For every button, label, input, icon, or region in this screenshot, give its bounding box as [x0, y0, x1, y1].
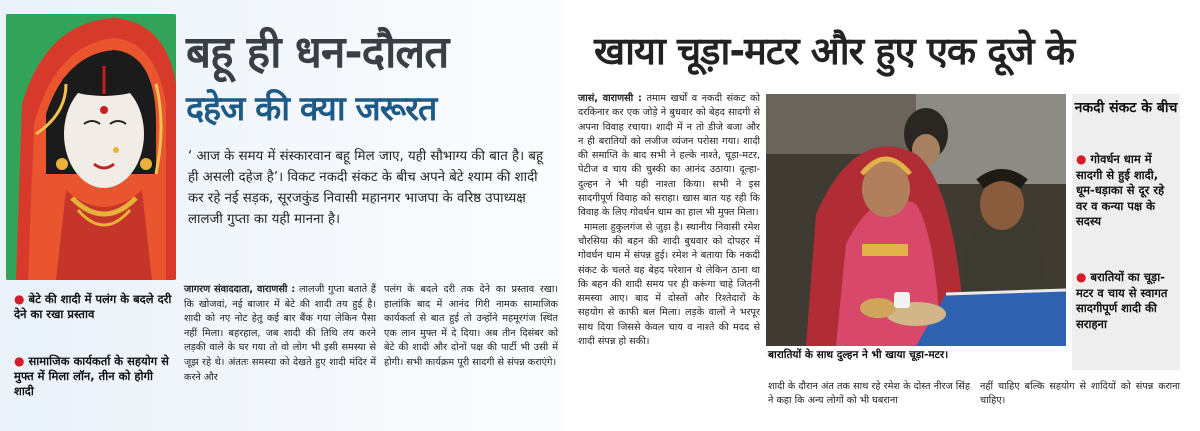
left-headline-line1: बहू ही धन-दौलत	[186, 27, 449, 78]
sidebar-bullet-2	[1076, 270, 1178, 332]
bride-illustration	[6, 14, 176, 280]
right-bottom-column-1: शादी के दौरान अंत तक साथ रहे रमेश के दोस्त नीरज सिंह ने कहा कि अन्य लोगों को भी घबराना	[768, 381, 970, 407]
photo-caption: बारातियों के साथ दुल्हन ने भी खाया चूड़ा-मटर।	[768, 349, 949, 361]
left-bullet-2-text: सामाजिक कार्यकर्ता के सहयोग से मुफ्त में मिला लॉन, तीन को होगी शादी	[14, 354, 169, 398]
sidebar-bullet-1	[1076, 152, 1178, 230]
bullet-dot-icon: ●	[14, 292, 25, 306]
right-body-paragraph-2: मामला हुकुलगंज से जुड़ा है। स्थानीय निवासी रमेश चौरसिया की बहन की शादी बुधवार को दोपहर में गोवर्धन धाम में संपन्न हुई। रमेश ने बताया कि नकदी संकट के चलते वह बेहद परेशान थे लेकिन ठाना था कि बहन की शादी समय पर ही करूंगा चाहे जितनी समस्या आए। बाद में दोस्तों और रिश्तेदारों के सहयोग से काफी बल मिला। लड़के वालों ने भरपूर साथ दिया जिससे केवल चाय व नाश्ते की मदद से शादी संपन्न हो सकी।	[578, 221, 760, 348]
left-dateline: जागरण संवाददाता, वाराणसी :	[184, 284, 296, 295]
bullet-dot-icon: ●	[14, 354, 25, 368]
sidebar-bullet-1-text: गोवर्धन धाम में सादगी से हुई शादी, धूम-धड़ाका से दूर रहे वर व कन्या पक्ष के सदस्य	[1076, 152, 1165, 229]
sidebar-bullet-2-text: बरातियों का चूड़ा-मटर व चाय से स्वागत सादगीपूर्ण शादी की सराहना	[1076, 270, 1168, 331]
left-bullet-2	[14, 354, 172, 399]
left-body-column-2: पलंग के बदले दरी तक देने का प्रस्ताव रखा। हालांकि बाद में आनंद गिरी नामक सामाजिक कार्यकर्ता से बात हुई तो उन्होंने महमूरगंज स्थित एक लान मुफ्त में दे दिया। अब तीन दिसंबर को बेटे की शादी और दोनों पक्ष की पार्टी भी उसी में होगी। सभी कार्यक्रम पूरी सादगी से संपन्न कराएंगे।	[384, 284, 558, 368]
left-body-column-1	[184, 283, 376, 385]
bullet-dot-icon: ●	[1076, 270, 1087, 284]
bullet-dot-icon: ●	[1076, 152, 1087, 166]
right-body-column	[578, 92, 760, 349]
left-headline-line2: दहेज की क्या जरूरत	[186, 89, 437, 129]
right-dateline: जासं, वाराणसी :	[578, 93, 642, 104]
right-body-paragraph-1-text: तमाम खर्चों व नकदी संकट को दरकिनार कर एक जोड़े ने बुधवार को बेहद सादगी से अपना विवाह रचाया। शादी में न तो डीजे बजा और न ही बरातियों को लजीज व्यंजन परोसा गया। शादी की समाप्ति के बाद सभी ने हल्के नाश्ते, चूड़ा-मटर, पेटीज व चाय की चुस्की का आनंद उठाया। दूल्हा-दुल्हन ने भी यही नाश्ता किया। सभी ने इस सादगीपूर्ण विवाह को सराहा। खास बात यह रही कि विवाह के लिए गोवर्धन धाम का हाल भी मुफ्त मिला।	[578, 93, 760, 219]
left-bullet-1-text: बेटे की शादी में पलंग के बदले दरी देने का रखा प्रस्ताव	[14, 292, 172, 321]
wedding-photo-svg	[766, 94, 1066, 346]
bride-illustration-svg	[6, 14, 176, 280]
left-body-column-1-text: लालजी गुप्ता बताते हैं कि खोजवां, नई बाजार में बेटे की शादी तय हुई है। शादी को नए नोट हेतु कई बार बैंक गया लेकिन पैसा नहीं मिला। बहरहाल, जब शादी की तिथि तय करने लड़की वाले के घर गया तो वो लोग भी इसी समस्या से जूझ रहे थे। अंततः समस्या को देखते हुए शादी मंदिर में करने और	[184, 284, 376, 383]
right-body-paragraph-1	[578, 92, 760, 221]
wedding-photo	[766, 94, 1066, 346]
sidebar-title: नकदी संकट के बीच	[1074, 100, 1178, 116]
left-bullet-1	[14, 292, 172, 322]
left-quote-paragraph: ‘ आज के समय में संस्कारवान बहू मिल जाए, यही सौभाग्य की बात है। बहू ही असली दहेज है’। विकट नकदी संकट के बीच अपने बेटे श्याम की शादी कर रहे नई सड़क, सूरजकुंड निवासी महानगर भाजपा के वरिष्ठ उपाध्यक्ष लालजी गुप्ता का यही मानना है।	[188, 149, 544, 227]
right-bottom-column-2: नहीं चाहिए बल्कि सहयोग से शादियों को संपन्न कराना चाहिए।	[980, 381, 1180, 407]
right-headline: खाया चूड़ा-मटर और हुए एक दूजे के	[594, 29, 1075, 73]
